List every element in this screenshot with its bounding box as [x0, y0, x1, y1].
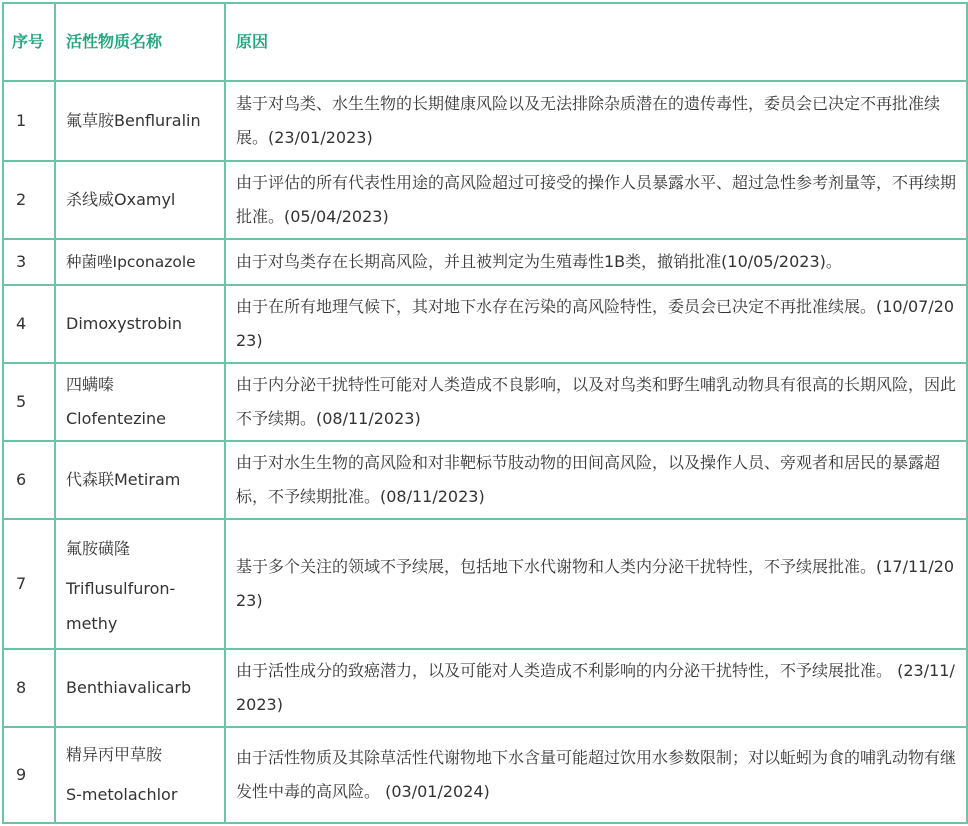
row-reason: 由于活性成分的致癌潜力，以及可能对人类造成不利影响的内分泌干扰特性，不予续展批准。 (23/11/2023) — [225, 649, 967, 727]
row-seq: 3 — [3, 239, 55, 285]
table-container — [2, 2, 966, 824]
row-seq: 9 — [3, 727, 55, 823]
row-seq: 7 — [3, 519, 55, 649]
table-row — [3, 727, 967, 823]
name-line: 氟胺磺隆 — [66, 539, 131, 558]
row-name: 代森联Metiram — [55, 441, 225, 519]
row-seq: 1 — [3, 81, 55, 161]
row-seq: 4 — [3, 285, 55, 363]
row-reason: 由于评估的所有代表性用途的高风险超过可接受的操作人员暴露水平、超过急性参考剂量等，不再续期批准。(05/04/2023) — [225, 161, 967, 239]
name-line: 精异丙甲草胺 — [66, 745, 163, 764]
header-seq: 序号 — [3, 3, 55, 81]
row-reason: 由于对水生生物的高风险和对非靶标节肢动物的田间高风险，以及操作人员、旁观者和居民的暴露超标，不予续期批准。(08/11/2023) — [225, 441, 967, 519]
row-name — [55, 727, 225, 823]
row-reason: 由于内分泌干扰特性可能对人类造成不良影响，以及对鸟类和野生哺乳动物具有很高的长期风险，因此不予续期。(08/11/2023) — [225, 363, 967, 441]
table-row — [3, 239, 967, 285]
table-row — [3, 161, 967, 239]
row-reason: 由于对鸟类存在长期高风险，并且被判定为生殖毒性1B类，撤销批准(10/05/2023)。 — [225, 239, 967, 285]
row-reason: 基于多个关注的领域不予续展，包括地下水代谢物和人类内分泌干扰特性，不予续展批准。(17/11/2023) — [225, 519, 967, 649]
table-row — [3, 285, 967, 363]
row-seq: 2 — [3, 161, 55, 239]
row-name: 种菌唑Ipconazole — [55, 239, 225, 285]
row-reason: 基于对鸟类、水生生物的长期健康风险以及无法排除杂质潜在的遗传毒性，委员会已决定不再批准续展。(23/01/2023) — [225, 81, 967, 161]
active-substance-table — [2, 2, 968, 824]
row-name: 氟草胺Benfluralin — [55, 81, 225, 161]
table-row — [3, 441, 967, 519]
table-row — [3, 519, 967, 649]
name-line: Clofentezine — [66, 409, 166, 428]
header-reason: 原因 — [225, 3, 967, 81]
row-name — [55, 519, 225, 649]
name-line: Triflusulfuron- — [66, 579, 176, 598]
name-line: methy — [66, 614, 118, 633]
row-name: Benthiavalicarb — [55, 649, 225, 727]
row-name — [55, 363, 225, 441]
table-row — [3, 649, 967, 727]
row-name: Dimoxystrobin — [55, 285, 225, 363]
row-name: 杀线威Oxamyl — [55, 161, 225, 239]
row-seq: 8 — [3, 649, 55, 727]
header-name: 活性物质名称 — [55, 3, 225, 81]
row-seq: 6 — [3, 441, 55, 519]
name-line: S-metolachlor — [66, 785, 178, 804]
table-row — [3, 363, 967, 441]
table-row — [3, 81, 967, 161]
row-seq: 5 — [3, 363, 55, 441]
name-line: 四螨嗪 — [66, 375, 115, 394]
row-reason: 由于在所有地理气候下，其对地下水存在污染的高风险特性，委员会已决定不再批准续展。(10/07/2023) — [225, 285, 967, 363]
table-header-row — [3, 3, 967, 81]
row-reason: 由于活性物质及其除草活性代谢物地下水含量可能超过饮用水参数限制；对以蚯蚓为食的哺乳动物有继发性中毒的高风险。 (03/01/2024) — [225, 727, 967, 823]
